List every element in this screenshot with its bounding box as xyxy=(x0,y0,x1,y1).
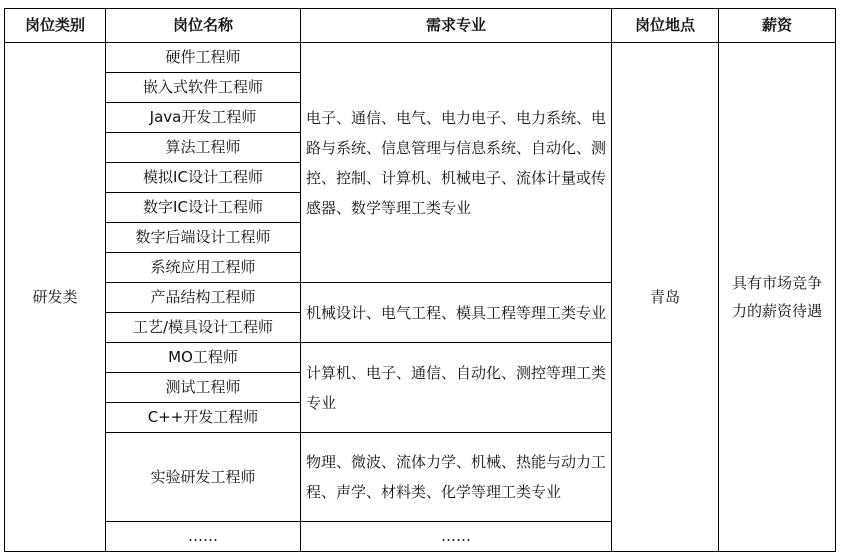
position-cell: 嵌入式软件工程师 xyxy=(106,73,301,103)
position-cell: MO工程师 xyxy=(106,343,301,373)
header-location: 岗位地点 xyxy=(612,9,719,43)
majors-cell: 机械设计、电气工程、模具工程等理工类专业 xyxy=(301,283,612,343)
position-cell: C++开发工程师 xyxy=(106,403,301,433)
header-row xyxy=(5,9,836,43)
position-cell: …… xyxy=(106,522,301,552)
majors-cell: 计算机、电子、通信、自动化、测控等理工类专业 xyxy=(301,343,612,433)
position-cell: 系统应用工程师 xyxy=(106,253,301,283)
header-majors: 需求专业 xyxy=(301,9,612,43)
position-cell: 产品结构工程师 xyxy=(106,283,301,313)
header-salary: 薪资 xyxy=(719,9,836,43)
position-cell: 硬件工程师 xyxy=(106,43,301,73)
position-cell: 测试工程师 xyxy=(106,373,301,403)
position-cell: 数字IC设计工程师 xyxy=(106,193,301,223)
position-cell: 算法工程师 xyxy=(106,133,301,163)
majors-cell: 电子、通信、电气、电力电子、电力系统、电路与系统、信息管理与信息系统、自动化、测控、控制、计算机、机械电子、流体计量或传感器、数学等理工类专业 xyxy=(301,43,612,283)
position-cell: 实验研发工程师 xyxy=(106,433,301,522)
header-category: 岗位类别 xyxy=(5,9,106,43)
position-cell: Java开发工程师 xyxy=(106,103,301,133)
header-position: 岗位名称 xyxy=(106,9,301,43)
majors-cell: …… xyxy=(301,522,612,552)
table-row xyxy=(5,43,836,73)
location-cell: 青岛 xyxy=(612,43,719,552)
position-cell: 数字后端设计工程师 xyxy=(106,223,301,253)
salary-cell: 具有市场竞争力的薪资待遇 xyxy=(719,43,836,552)
position-cell: 工艺/模具设计工程师 xyxy=(106,313,301,343)
category-cell: 研发类 xyxy=(5,43,106,552)
position-cell: 模拟IC设计工程师 xyxy=(106,163,301,193)
majors-cell: 物理、微波、流体力学、机械、热能与动力工程、声学、材料类、化学等理工类专业 xyxy=(301,433,612,522)
recruitment-table xyxy=(4,8,836,552)
